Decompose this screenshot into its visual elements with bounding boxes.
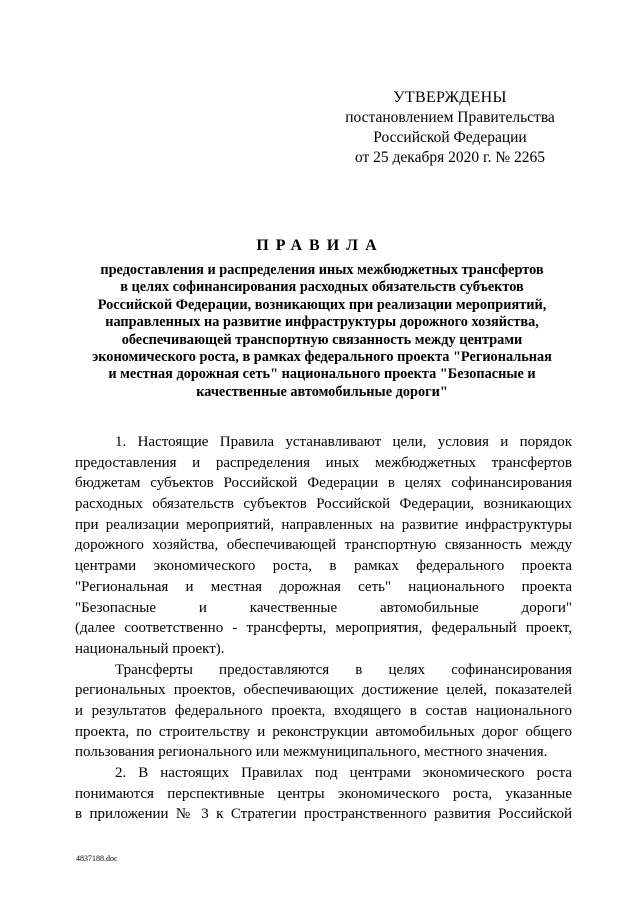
paragraph-1-line: "Региональная и местная дорожная сеть" национального проекта <box>75 578 572 595</box>
paragraph-1-line: центрами экономического роста, в рамках федерального проекта <box>75 558 572 575</box>
paragraph-2-line: Трансферты предоставляются в целях софинансирования <box>115 661 572 678</box>
paragraph-3-line: 2. В настоящих Правилах под центрами экономического роста <box>115 765 572 781</box>
paragraph-2-line: пользования регионального или межмуниципального, местного значения. <box>75 744 548 761</box>
document-body <box>75 432 572 825</box>
paragraph-2-line: и результатов федерального проекта, входящего в состав национального <box>75 702 572 719</box>
paragraph-1-line: 1. Настоящие Правила устанавливают цели, условия и порядок <box>115 434 572 450</box>
paragraph-1-line: бюджетам субъектов Российской Федерации в целях софинансирования <box>75 475 572 492</box>
approval-heading: УТВЕРЖДЕНЫ <box>393 89 507 106</box>
subtitle-line: в целях софинансирования расходных обязательств субъектов <box>120 279 524 296</box>
document-title: ПРАВИЛА <box>256 237 384 254</box>
subtitle-line: качественные автомобильные дороги" <box>196 383 448 400</box>
approval-line-3: от 25 декабря 2020 г. № 2265 <box>354 149 546 166</box>
subtitle-line: направленных на развитие инфраструктуры дорожного хозяйства, <box>105 314 539 331</box>
paragraph-3-line: понимаются перспективные центры экономического роста, указанные <box>75 785 572 802</box>
file-name-footer: 4837188.doc <box>76 854 118 863</box>
subtitle-line: обеспечивающей транспортную связанность между центрами <box>121 331 523 348</box>
subtitle-line: экономического роста, в рамках федерального проекта "Региональная <box>92 349 552 366</box>
paragraph-3-line: в приложении № 3 к Стратегии пространственного развития Российской <box>75 806 572 823</box>
paragraph-1-line: "Безопасные и качественные автомобильные дороги" <box>75 599 572 616</box>
subtitle-line: предоставления и распределения иных межбюджетных трансфертов <box>100 262 544 278</box>
paragraph-1-line: (далее соответственно - трансферты, мероприятия, федеральный проект, <box>75 620 572 637</box>
approval-block <box>330 88 570 168</box>
paragraph-2-line: проекта, по строительству и реконструкции автомобильных дорог общего <box>75 723 572 740</box>
subtitle-line: и местная дорожная сеть" национального проекта "Безопасные и <box>108 366 536 383</box>
paragraph-2-line: региональных проектов, обеспечивающих достижение целей, показателей <box>75 682 572 699</box>
approval-line-2: Российской Федерации <box>373 129 527 146</box>
paragraph-1-line: национальный проект). <box>75 640 225 657</box>
paragraph-1-line: дорожного хозяйства, обеспечивающей транспортную связанность между <box>75 537 572 554</box>
subtitle-line: Российской Федерации, возникающих при реализации мероприятий, <box>97 296 547 313</box>
document-subtitle <box>74 262 570 401</box>
paragraph-1-line: при реализации мероприятий, направленных на развитие инфраструктуры <box>75 516 572 533</box>
paragraph-1-line: предоставления и распределения иных межбюджетных трансфертов <box>75 454 572 471</box>
paragraph-1-line: расходных обязательств субъектов Российской Федерации, возникающих <box>75 496 572 513</box>
approval-line-1: постановлением Правительства <box>345 109 555 126</box>
